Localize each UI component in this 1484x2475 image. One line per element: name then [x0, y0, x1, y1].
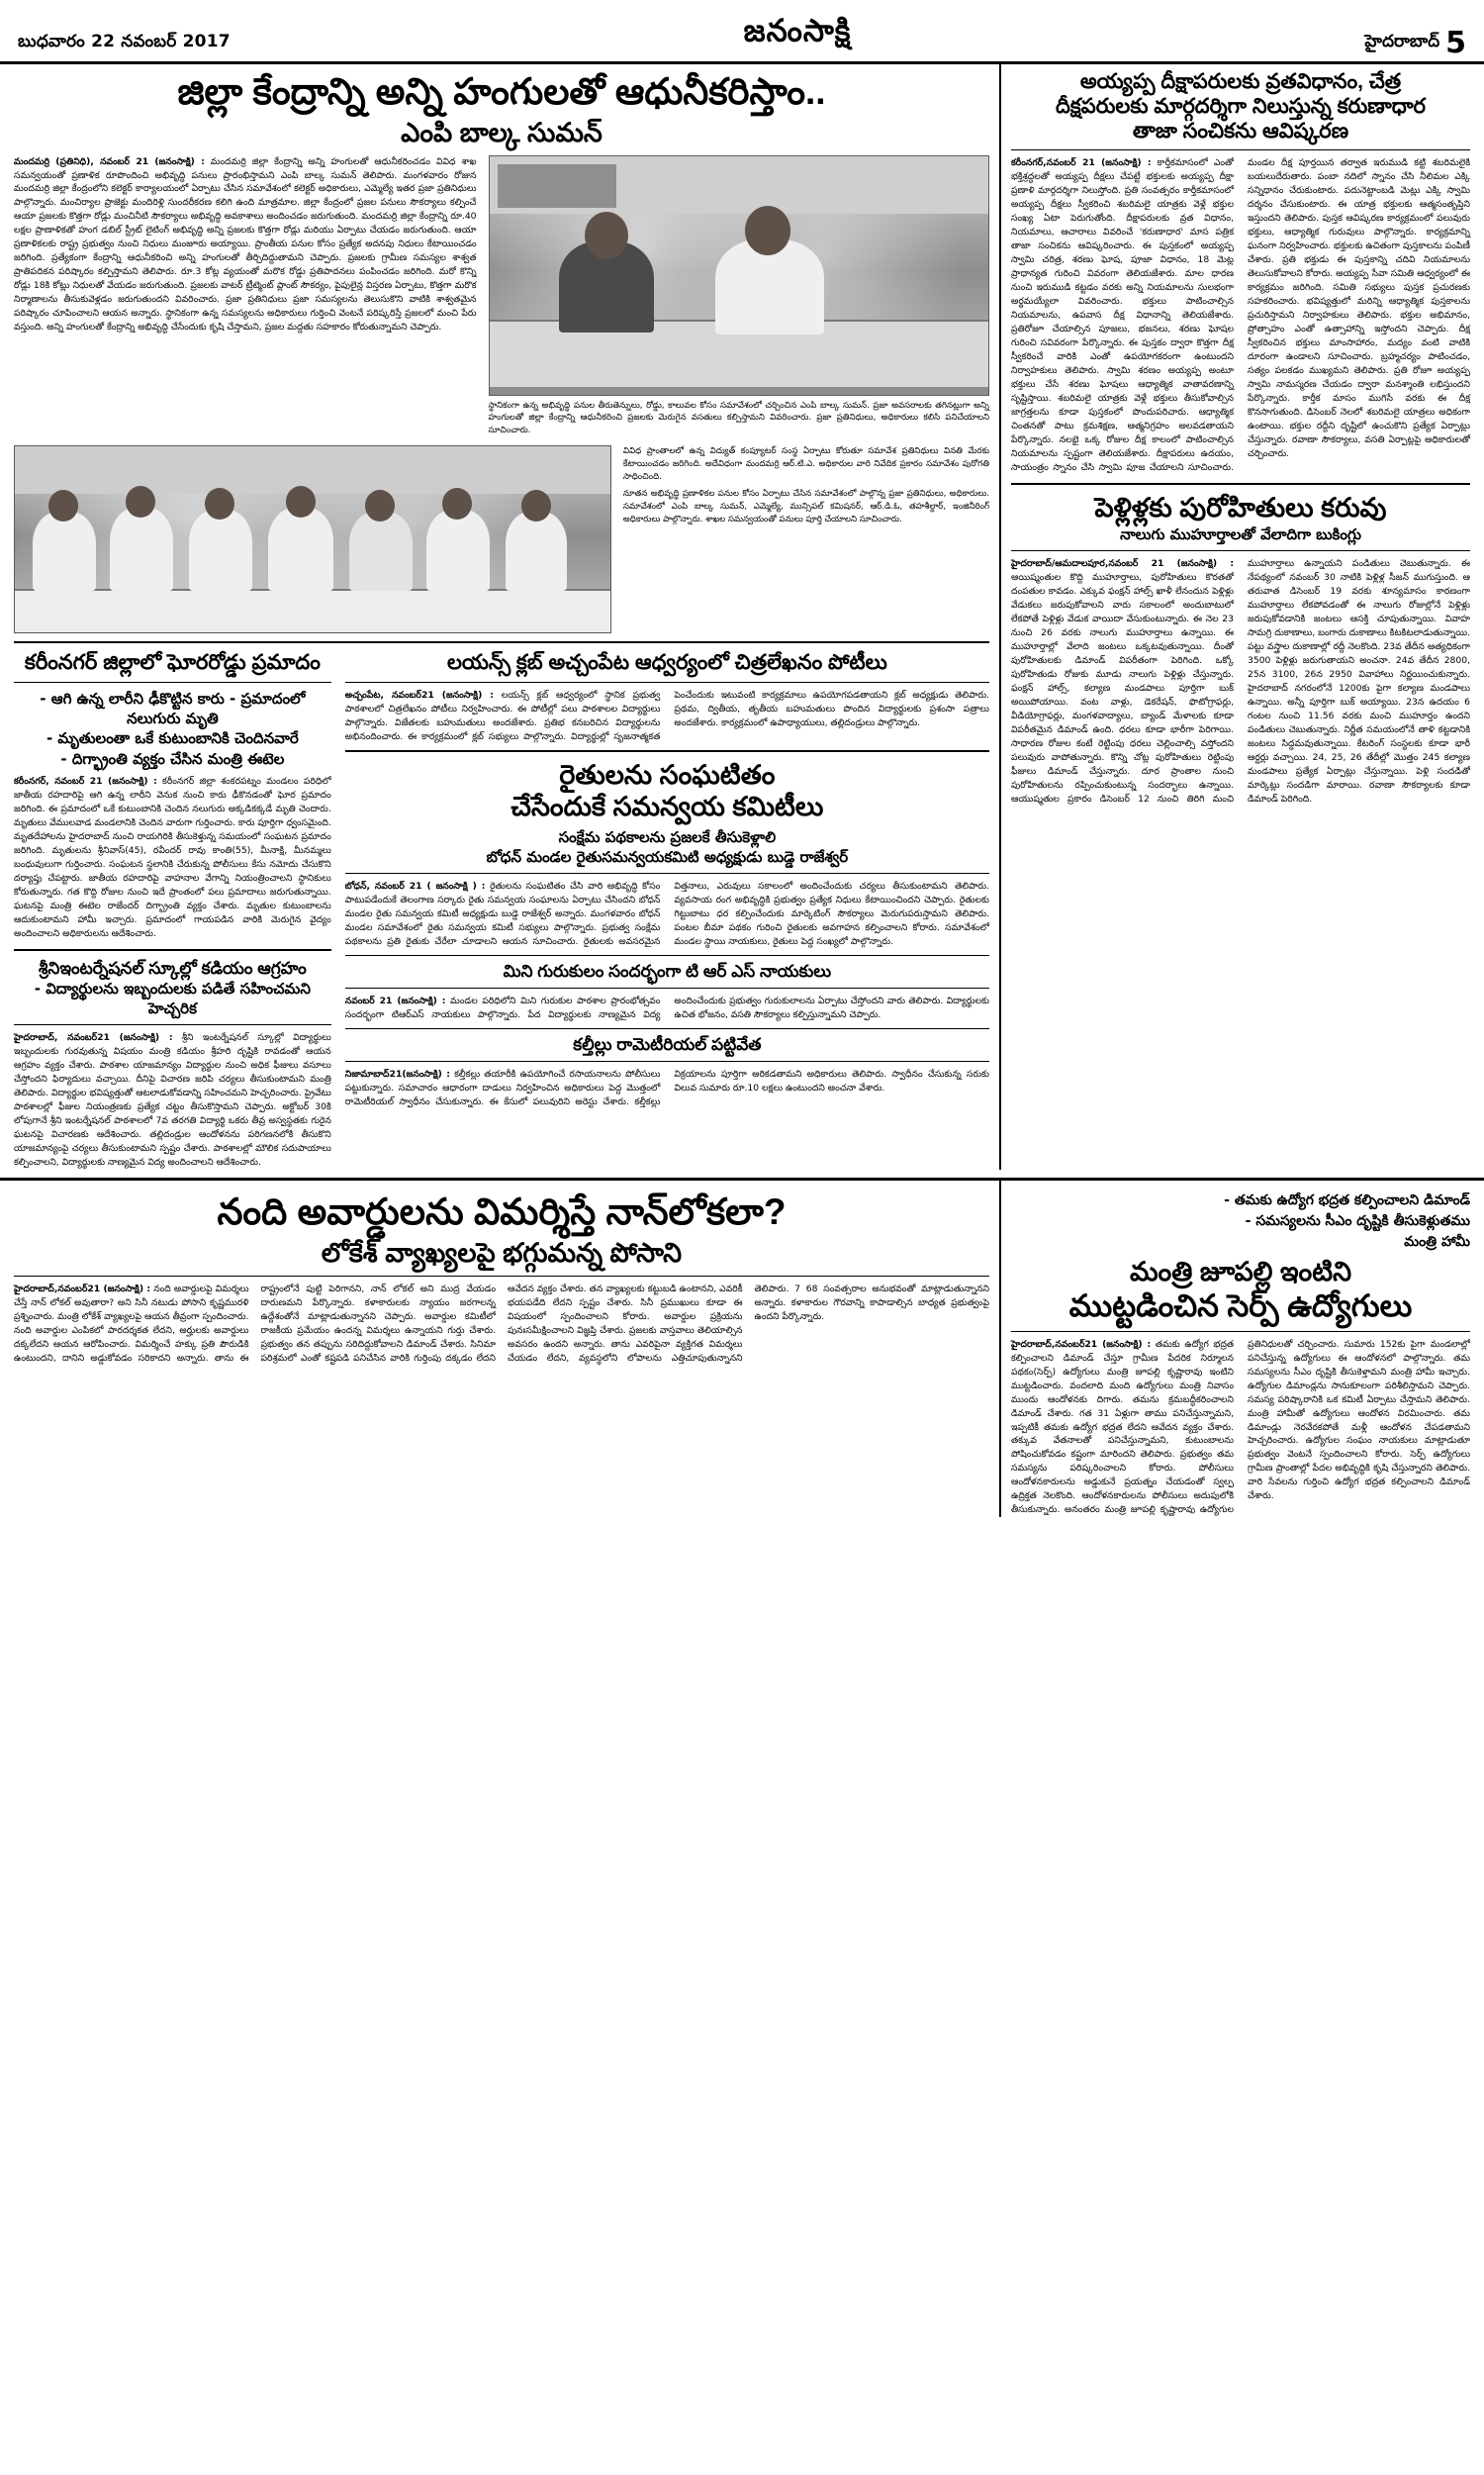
serp-flag-1: - తమకు ఉద్యోగ భద్రత కల్పించాలని డిమాండ్	[1224, 1192, 1470, 1209]
lions-dateline: అచ్చంపేట, నవంబర్21 (జనంసాక్షి) :	[344, 689, 494, 701]
serp-headline-2: ముట్టడించిన సెర్ప్ ఉద్యోగులు	[1068, 1288, 1413, 1324]
nandi-headline: నంది అవార్డులను విమర్శిస్తే నాన్‌లోకలా?	[217, 1191, 787, 1233]
ayyappa-dateline: కరీంనగర్,నవంబర్ 21 (జనంసాక్షి) :	[1011, 157, 1152, 169]
farmers-dateline: బోధన్, నవంబర్ 21 ( జనంసాక్షి ) :	[344, 881, 486, 893]
kali-body	[345, 1068, 989, 1109]
kali-body-text: కల్తీకల్లు తయారీకి ఉపయోగించే రసాయనాలను పోలీసులు పట్టుకున్నారు. సమాచారం ఆధారంగా దాడులు నిర్వహించిన అధికారులు పెద్ద మొత్తంలో రామెటీరియల్ స్వాధీనం చేసుకున్నారు. ఈ కేసులో పలువురిని అరెస్టు చేశారు. కల్తీకల్లు విక్రయాలను పూర్తిగా అరికడతామని అధికారులు తెలిపారు. స్వాధీనం చేసుకున్న సరుకు విలువ సుమారు రూ.10 లక్షలు ఉంటుందని అంచనా వేశారు.	[344, 1069, 989, 1108]
lead-body-text: మందమర్రి జిల్లా కేంద్రాన్ని అన్ని హంగులతో ఆధునీకరించడం వివిధ శాఖ సమన్వయంతో ప్రణాళిక రూపొందించి అభివృద్ధి పనులు ప్రారంభిస్తామని ఎంపి బాల్క సుమన్ తెలిపారు. మంగళవారం రోజున మందమర్రి జిల్లా కేంద్రంలోని కలెక్టర్ కార్యాలయంలో ఏర్పాటు చేసిన సమావేశంలో కలెక్టర్ అధికారులు, ఎమ్మెల్యే ఇతర ప్రజా ప్రతినిధులు పాల్గొన్నారు. మంచిర్యాల ప్రాజెక్టు మందిరిళ్లి సుందరీకరణ కలిగి ఉంది మాత్రమాల. జిల్లా కేంద్రంలో ప్రజల పనులు సౌకర్యాలు కల్పించే ఆయా ప్రజలకు కొత్తగా రోడ్లు మంచినీటి సౌకర్యాలు అభివృద్ధి అవకాశాలు అందించడం జరుగుతుంది. మందమర్రి జిల్లా కేంద్రాన్ని రూ.40 లక్షల ప్రాణాళికతో హంగ డబిల్ స్ట్రీట్ లైటింగ్ అభివృద్ధి అన్ని ప్రజలకు కొత్తగా రోడ్లు మరియు ఏర్పాటు చేయడం జరుగుతుంది. ఆయా ప్రణాళికలకు రాష్ట్ర ప్రభుత్వం నుంచి నిధులు మంజూరు అయ్యాయి. ప్రాంతీయ పనుల కోసం ప్రత్యేక అదనపు నిధులు కేటాయించడం జరిగింది. ప్రత్యేకంగా కేంద్రాన్ని ఆధునీకరించి అన్ని హంగులతో తీర్చిదిద్దుతామని చెప్పారు. ప్రజలకు గ్రామీణ సమస్యల శాశ్వత ప్రాతిపదికన పరిష్కారం కల్పిస్తామని తెలిపారు. రూ.3 కోట్ల వ్యయంతో మరొక రోడ్డు ప్రతిపాదనలు పంపించడం జరిగింది. మరో కొన్ని రోడ్లు 18కి కోట్లు నిధులతో వేయడం జరుగుతుంది. ప్రజలకు వాటర్ ట్రీట్మెంట్ ప్లాంట్ సౌకర్యం, పైపులైన్ల విస్తరణ ఏర్పాటు, కొత్తగా మరొక నిర్మాణాలను తీసుకువెళ్లడం జరుగుతుందని వివరించారు. ప్రజా ప్రతినిధులు ప్రజా సమస్యలను తెలుసుకొని వాటికి శాశ్వతమైన పరిష్కారం చూపించాలని ఆయన అన్నారు. స్థానికంగా ఉన్న సమస్యలను అధికారులు గుర్తించి వెంటనే పరిష్కరిస్తే ప్రజలలో మంచి పేరు వస్తుంది. అన్ని హంగులతో కేంద్రాన్ని అభివృద్ధి చేసేందుకు కృషి చేస్తామని, ప్రజల మద్దతు సహకారం కోరుతున్నామని చెప్పారు.	[14, 155, 477, 333]
serp-dateline: హైదరాబాద్,నవంబర్21 (జనంసాక్షి) :	[1011, 1338, 1152, 1350]
farmers-body	[345, 880, 989, 949]
lead-dateline: మందమర్రి (ప్రతినిధి), నవంబర్ 21 (జనంసాక్షి) :	[14, 155, 205, 167]
kali-dateline: నిజామాబాద్21(జనంసాక్షి) :	[344, 1069, 450, 1081]
sreeni-sub: - విద్యార్థులను ఇబ్బందులకు పడితే సహించమని హెచ్చరిక	[34, 979, 311, 1018]
karim-dateline: కరీంనగర్, నవంబర్ 21 (జనంసాక్షి) :	[14, 775, 157, 787]
masthead	[0, 0, 1484, 64]
lead-headline: జిల్లా కేంద్రాన్ని అన్ని హంగులతో ఆధునీకరిస్తాం..	[177, 71, 826, 112]
lead-photo-caption-3: నూతన అభివృద్ధి ప్రణాళికల పనుల కోసం ఏర్పాటు చేసిన సమావేశంలో పాల్గొన్న ప్రజా ప్రతినిధులు, అధికారులు. సమావేశంలో ఎంపి బాల్క సుమన్, ఎమ్మెల్యే, మున్సిపల్ కమిషనర్, ఆర్.డి.ఓ, తహశీల్దార్, ఇంజినీరింగ్ అధికారులు పాల్గొన్నారు. శాఖల సమన్వయంతో పనులు పూర్తి చేయాలని సూచించారు.	[622, 488, 989, 524]
ayyappa-body-text: కార్తీకమాసంలో ఎంతో భక్తిశ్రద్ధలతో అయ్యప్ప దీక్షలు చేపట్టే భక్తులకు అయ్యప్ప దీక్షా ప్రణాళి మార్గదర్శిగా నిలుస్తోంది. ప్రతి సంవత్సరం కార్తీకమాసంలో అయ్యప్ప దీక్షలు స్వీకరించి శబరిమలై యాత్రకు వెళ్లే భక్తుల సంఖ్య ఏటా పెరుగుతోంది. దీక్షాపరులకు వ్రత విధానం, నియమాలు, ఆచారాలు వివరించే 'కరుణాధార' మాస పత్రిక తాజా సంచికను ఆవిష్కరించారు. ఈ పుస్తకంలో అయ్యప్ప స్వామి చరిత్ర, శరణు ఘోష, పూజా విధానం, 18 మెట్ల ప్రాధాన్యత గురించి వివరంగా తెలియజేశారు. మాల ధారణ నుంచి ఇరుముడి కట్టడం వరకు అన్ని నియమాలను సులభంగా అర్థమయ్యేలా వివరించారు. భక్తులు పాటించాల్సిన నియమాలను, ఉపవాస దీక్ష విధానాన్ని తెలియజేశారు. ప్రతిరోజూ చేయాల్సిన పూజలు, భజనలు, శరణు ఘోషల గురించి సవివరంగా పేర్కొన్నారు. ఈ పుస్తకం ద్వారా కొత్తగా దీక్ష స్వీకరించే వారికి ఎంతో ఉపయోగకరంగా ఉంటుందని నిర్వాహకులు తెలిపారు. స్వామి శరణం అయ్యప్ప అంటూ భక్తులు చేసే శరణు ఘోషలు ఆధ్యాత్మిక వాతావరణాన్ని సృష్టిస్తాయి. శబరిమలై యాత్రకు వెళ్లే భక్తులు తీసుకోవాల్సిన జాగ్రత్తలను కూడా పుస్తకంలో పొందుపరిచారు. ఆధ్యాత్మిక చింతనతో పాటు క్రమశిక్షణ, ఆత్మనిగ్రహం అలవడతాయని పేర్కొన్నారు. నలభై ఒక్క రోజుల దీక్ష కాలంలో పాటించాల్సిన నియమాలను స్పష్టంగా తెలియజేశారు. దీక్షాపరులు ఉదయం, సాయంత్రం స్నానం చేసి స్వామి పూజ చేయాలని సూచించారు. మండల దీక్ష పూర్తయిన తర్వాత ఇరుముడి కట్టి శబరిమలైకి బయలుదేరుతారు. పంబా నదిలో స్నానం చేసి నీలిమల ఎక్కి సన్నిధానం చేరుకుంటారు. పదునెట్టాంబడి మెట్లు ఎక్కి స్వామి దర్శనం చేసుకుంటారు. ఈ యాత్ర భక్తులకు ఆత్మసంతృప్తిని ఇస్తుందని తెలిపారు. పుస్తక ఆవిష్కరణ కార్యక్రమంలో పలువురు భక్తులు, ఆధ్యాత్మిక గురువులు పాల్గొన్నారు. కార్యక్రమాన్ని ఘనంగా నిర్వహించారు. భక్తులకు ఉచితంగా పుస్తకాలను పంపిణీ చేశారు. ప్రతి భక్తుడు ఈ పుస్తకాన్ని చదివి నియమాలను తెలుసుకోవాలని కోరారు. అయ్యప్ప సేవా సమితి ఆధ్వర్యంలో ఈ కార్యక్రమం జరిగింది. సమితి సభ్యులు పుస్తక ప్రచురణకు సహకరించారు. భవిష్యత్తులో మరిన్ని ఆధ్యాత్మిక పుస్తకాలను ప్రచురిస్తామని నిర్వాహకులు తెలిపారు. భక్తుల అభిమానం, ప్రోత్సాహం ఎంతో ఉత్సాహాన్ని ఇస్తోందని చెప్పారు. దీక్ష స్వీకరించిన భక్తులు మాంసాహారం, మద్యం వంటి వాటికి దూరంగా ఉండాలని సూచించారు. బ్రహ్మచర్యం పాటించడం, సత్యం పలకడం ముఖ్యమని తెలిపారు. ప్రతి రోజూ అయ్యప్ప స్వామి నామస్మరణ చేయడం ద్వారా మనశ్శాంతి లభిస్తుందని పేర్కొన్నారు. కార్తీక మాసం ముగిసే వరకు ఈ దీక్ష కొనసాగుతుంది. డిసెంబర్ నెలలో శబరిమలై యాత్రలు అధికంగా ఉంటాయి. భక్తుల రద్దీని దృష్టిలో ఉంచుకొని ప్రత్యేక ఏర్పాట్లు చేస్తున్నారు. రవాణా సౌకర్యాలు, వసతి ఏర్పాట్లపై అధికారులతో చర్చించారు.	[1011, 157, 1470, 473]
ayyappa-headline-2: దీక్షపరులకు మార్గదర్శిగా నిలుస్తున్న కరుణాధార	[1055, 94, 1427, 118]
page-body	[0, 64, 1484, 1170]
lions-body	[345, 689, 989, 744]
weddings-dateline: హైదరాబాద్/ఆమదాలపూర,నవంబర్ 21 (జనంసాక్షి) :	[1011, 558, 1234, 570]
lead-photo-caption-2: వివిధ ప్రాంతాలలో ఉన్న విద్యుత్ కంప్యూటర్ సంస్థ ఏర్పాటు కోరుతూ సమావేశ ప్రతినిధులు వినతి మేరకు కేటాయించడం జరిగింది. అదేవిధంగా మందమర్రి ఆర్.టి.ఎ. అధికారుల వారి నివేదిక ప్రకారం సమావేశం పురోగతి సాధించింది.	[622, 446, 989, 482]
mini-dateline: నవంబర్ 21 (జనంసాక్షి) :	[344, 996, 446, 1007]
farmers-headline-line1: రైతులను సంఘటితం	[559, 759, 776, 790]
lead-photo-caption: స్థానికంగా ఉన్న అభివృద్ధి పనుల తీరుతెన్నులు, రోడ్డు, కాలువల కోసం సమావేశంలో చర్చించిన ఎంపి బాల్క సుమన్. ప్రజా అవసరాలకు తగినట్లుగా అన్ని హంగులతో జిల్లా కేంద్రాన్ని ఆధునీకరించి ప్రజలకు మెరుగైన వసతులు కల్పిస్తామని వివరించారు. ప్రజా ప్రతినిధులు, అధికారులు కలిసి పనిచేయాలని సూచించారు.	[488, 400, 989, 436]
nandi-sub: లోకేశ్ వ్యాఖ్యలపై భగ్గుమన్న పోసాని	[321, 1237, 683, 1268]
weddings-body-text: ఆయిష్మంతుల కొద్ది ముహూర్తాలు, పురోహితులు కొరతతో దంపతుల కావడం. ఎక్కువ ఫంక్షన్ హాల్స్ ఖాళీ లేనందున పెళ్లిళ్లు వేడుకలు జరుపుకోవాలని వారు సకాలంలో అందుబాటులో లేకపోతే పెళ్లిళ్లు వేడుక వాయిదా వేసుకుంటున్నారు. ఈ నెల 23 నుంచి 26 వరకు నాలుగు ముహూర్తాలు ఉన్నాయి. ఈ ముహూర్తాల్లో వేలాది జంటలు ఒక్కటవుతున్నాయి. దీంతో పురోహితులకు డిమాండ్ విపరీతంగా పెరిగింది. ఒక్కో పురోహితుడు రోజుకు మూడు నాలుగు పెళ్లిళ్లు చేస్తున్నారు. ఫంక్షన్ హాల్స్, కల్యాణ మండపాలు పూర్తిగా బుక్ అయిపోయాయి. వంట వాళ్లు, డెకరేషన్, ఫొటోగ్రాఫర్లు, వీడియోగ్రాఫర్లు, మంగళవాద్యాలు, బ్యాండ్ మేళాలకు కూడా విపరీతమైన డిమాండ్ ఉంది. ధరలు కూడా భారీగా పెరిగాయి. సాధారణ రోజుల కంటే రెట్టింపు ధరలు చెల్లించాల్సి వస్తోందని పలువురు వాపోతున్నారు. కొన్ని చోట్ల పురోహితులు రెట్టింపు ఫీజులు డిమాండ్ చేస్తున్నారు. దూర ప్రాంతాల నుంచి పురోహితులను రప్పించుకుంటున్న సందర్భాలు ఉన్నాయి. ఆయుష్మతుల ప్రకారం డిసెంబర్ 12 నుంచి తిరిగి మంచి ముహూర్తాలు ఉన్నాయని పండితులు చెబుతున్నారు. ఈ నేపథ్యంలో నవంబర్ 30 నాటికి పెళ్లిళ్ల సీజన్ ముగుస్తుంది. ఆ తరువాత డిసెంబర్ 19 వరకు శూన్యమాసం కారణంగా ముహూర్తాలు లేకపోవడంతో ఈ నాలుగు రోజుల్లోనే పెళ్లిళ్లు జరుపుకోవడానికి జంటలు ఆసక్తి చూపుతున్నాయి. వివాహ సామగ్రి దుకాణాలు, బంగారు దుకాణాలు కిటకిటలాడుతున్నాయి. పట్టు వస్త్రాల దుకాణాల్లో రద్దీ నెలకొంది. 23వ తేదీన అత్యధికంగా 3500 పెళ్లిళ్లు జరుగుతాయని అంచనా. 24వ తేదీన 2800, 25న 3100, 26న 2950 వివాహాలు నిర్ణయించుకున్నారు. హైదరాబాద్ నగరంలోనే 1200కు పైగా కల్యాణ మండపాలు ఉన్నాయి. అన్నీ పూర్తిగా బుక్ అయ్యాయి. 23న ఉదయం 6 గంటల నుంచి 11.56 వరకు మంచి ముహూర్తం ఉందని పండితులు చెబుతున్నారు. నిర్ణీత సమయంలోనే తాళి కట్టడానికి జంటలు సిద్ధమవుతున్నాయి. కేటరింగ్ సంస్థలకు కూడా భారీ ఆర్డర్లు వచ్చాయి. 24, 25, 26 తేదీల్లో మొత్తం 245 కల్యాణ మండపాలు ప్రత్యేక ఏర్పాట్లు చేస్తున్నాయి. పెళ్లి సందడితో మార్కెట్లు సందడిగా మారాయి. రవాణా సౌకర్యాలకు కూడా డిమాండ్ పెరిగింది.	[1011, 558, 1470, 805]
bottom-section	[0, 1178, 1484, 1517]
nandi-dateline: హైదరాబాద్,నవంబర్21 (జనంసాక్షి) :	[14, 1283, 151, 1294]
sreeni-dateline: హైదరాబాద్, నవంబర్21 (జనంసాక్షి) :	[14, 1032, 173, 1044]
serp-flag-3: మంత్రి హామీ	[1404, 1234, 1470, 1251]
serp-flag-2: - సమస్యలను సీఎం దృష్టికి తీసుకెళ్లుతము	[1245, 1213, 1470, 1230]
mini-headline: మిని గురుకులం సందర్భంగా టి ఆర్ ఎస్ నాయకులు	[503, 962, 832, 982]
ayyappa-headline-3: తాజా సంచికను ఆవిష్కరణ	[1132, 119, 1349, 143]
karim-headline: కరీంనగర్ జిల్లాలో ఘోరరోడ్డు ప్రమాదం	[24, 651, 321, 675]
masthead-edition-block	[1364, 25, 1466, 60]
masthead-date: బుధవారం 22 నవంబర్ 2017	[18, 32, 231, 51]
karim-bullet-1: - ఆగి ఉన్న లారీని ఢీకొట్టిన కారు - ప్రమాదంలో నలుగురు మృతి	[40, 689, 306, 728]
mini-body-text: మండల పరిధిలోని మిని గురుకుల పాఠశాల ప్రారంభోత్సవం సందర్భంగా టిఆర్ఎస్ నాయకులు పాల్గొన్నారు. పేద విద్యార్థులకు నాణ్యమైన విద్య అందించేందుకు ప్రభుత్వం గురుకులాలను ఏర్పాటు చేస్తోందని వారు తెలిపారు. విద్యార్థులకు ఉచిత భోజనం, వసతి సౌకర్యాలు కల్పిస్తున్నామని చెప్పారు.	[344, 996, 989, 1021]
mini-body	[345, 995, 989, 1022]
lead-photo-audience	[14, 445, 611, 633]
weddings-body	[1011, 557, 1470, 807]
sreeni-body	[14, 1031, 331, 1170]
karim-bullet-3: - దిగ్భ్రాంతి వ్యక్తం చేసిన మంత్రి ఈటెల	[60, 749, 285, 768]
weddings-headline-2: నాలుగు ముహూర్తాలతో వేలాదిగా బుకింగ్లు	[1120, 524, 1361, 543]
sreeni-body-text: శ్రీని ఇంటర్నేషనల్ స్కూల్లో విద్యార్థులు ఇబ్బందులకు గురవుతున్న విషయం మంత్రి కడియం శ్రీహరి దృష్టికి రావడంతో ఆయన ఆగ్రహం వ్యక్తం చేశారు. పాఠశాల యాజమాన్యం విద్యార్థుల నుంచి అధిక ఫీజులు వసూలు చేస్తోందని ఫిర్యాదులు వచ్చాయి. దీనిపై విచారణ జరిపి చర్యలు తీసుకుంటామని మంత్రి తెలిపారు. విద్యార్థుల భవిష్యత్తుతో ఆటలాడుకోవడాన్ని సహించమని హెచ్చరించారు. ప్రైవేటు పాఠశాలల్లో ఫీజుల నియంత్రణకు ప్రత్యేక చట్టం తీసుకొస్తామని చెప్పారు. అక్టోబర్ 30కి లోపుగానే శ్రీని ఇంటర్నేషనల్ పాఠశాలలో 7వ తరగతి విద్యార్థి ఒకరు తీవ్ర అస్వస్థతకు గురైన ఘటనపై విచారణకు ఆదేశించారు. తల్లిదండ్రుల ఆందోళనను పరిగణనలోకి తీసుకొని యాజమాన్యంపై చర్యలు తీసుకుంటామని స్పష్టం చేశారు. పాఠశాలల్లో మౌలిక సదుపాయాలు కల్పించాలని, విద్యార్థులకు నాణ్యమైన విద్య అందించాలని ఆదేశించారు.	[14, 1032, 331, 1169]
bottom-left-story	[0, 1181, 999, 1517]
lions-headline: లయన్స్ క్లబ్ అచ్చంపేట ఆధ్వర్యంలో చిత్రలేఖనం పోటీలు	[446, 651, 887, 675]
farmers-sub-1: సంక్షేమ పథకాలను ప్రజలకే తీసుకెళ్లాలి	[558, 827, 777, 846]
farmers-body-text: రైతులను సంఘటితం చేసి వారి అభివృద్ధి కోసం పాటుపడేందుకే తెలంగాణ సర్కారు రైతు సమన్వయ సంఘాలను ఏర్పాటు చేసిందని బోధన్ మండల రైతు సమన్వయ కమిటీ అధ్యక్షుడు బుడ్డె రాజేశ్వర్ అన్నారు. మంగళవారం బోధన్ మండల సమావేశంలో రైతు సమన్వయ కమిటీ సభ్యులు పాల్గొన్నారు. ప్రభుత్వ సంక్షేమ పథకాలను ప్రతి రైతుకు చేరేలా చూడాలని ఆయన సూచించారు. రైతులకు అవసరమైన విత్తనాలు, ఎరువులు సకాలంలో అందించేందుకు చర్యలు తీసుకుంటామని తెలిపారు. వ్యవసాయ రంగ అభివృద్ధికి ప్రభుత్వం ప్రత్యేక నిధులు కేటాయించిందని చెప్పారు. రైతులకు గిట్టుబాటు ధర కల్పించేందుకు మార్కెటింగ్ సౌకర్యాలు మెరుగుపరుస్తామని తెలిపారు. పంటల బీమా పథకం గురించి రైతులకు అవగాహన కల్పించాలని కోరారు. సమావేశంలో మండల స్థాయి నాయకులు, రైతులు పెద్ద సంఖ్యలో పాల్గొన్నారు.	[344, 881, 989, 948]
lead-body-left	[14, 155, 477, 335]
right-section	[999, 64, 1484, 1170]
serp-body-text: తమకు ఉద్యోగ భద్రత కల్పించాలని డిమాండ్ చేస్తూ గ్రామీణ పేదరిక నిర్మూలన పథకం(సెర్ప్) ఉద్యోగులు మంత్రి జూపల్లి కృష్ణారావు ఇంటిని ముట్టడించారు. వందలాది మంది ఉద్యోగులు మంత్రి నివాసం ముందు ఆందోళనకు దిగారు. తమను క్రమబద్ధీకరించాలని డిమాండ్ చేశారు. గత 31 ఏళ్లుగా తాము పనిచేస్తున్నామని, ఇప్పటికీ తమకు ఉద్యోగ భద్రత లేదని ఆవేదన వ్యక్తం చేశారు. తక్కువ వేతనాలతో పనిచేస్తున్నామని, కుటుంబాలను పోషించుకోవడం కష్టంగా మారిందని తెలిపారు. ప్రభుత్వం తమ సమస్యను పరిష్కరించాలని కోరారు. పోలీసులు ఆందోళనకారులను అడ్డుకునే ప్రయత్నం చేయడంతో స్వల్ప ఉద్రిక్తత నెలకొంది. ఆందోళనకారులను పోలీసులు అదుపులోకి తీసుకున్నారు. అనంతరం మంత్రి జూపల్లి కృష్ణారావు ఉద్యోగుల ప్రతినిధులతో చర్చించారు. సుమారు 152కు పైగా మండలాల్లో పనిచేస్తున్న ఉద్యోగులు ఈ ఆందోళనలో పాల్గొన్నారు. తమ సమస్యలను సీఎం దృష్టికి తీసుకెళ్తామని మంత్రి హామీ ఇచ్చారు. ఉద్యోగుల డిమాండ్లను సానుకూలంగా పరిశీలిస్తామని చెప్పారు. సమస్య పరిష్కారానికి ఒక కమిటీ ఏర్పాటు చేస్తామని తెలిపారు. మంత్రి హామీతో ఉద్యోగులు ఆందోళన విరమించారు. తమ డిమాండ్లు నెరవేరకపోతే మళ్లీ ఆందోళన చేపడతామని హెచ్చరించారు. ఉద్యోగుల సంఘం నాయకులు మాట్లాడుతూ ప్రభుత్వం వెంటనే స్పందించాలని కోరారు. సెర్ప్ ఉద్యోగులు గ్రామీణ ప్రాంతాల్లో పేదల అభివృద్ధికి కృషి చేస్తున్నారని తెలిపారు. వారి సేవలను గుర్తించి ఉద్యోగ భద్రత కల్పించాలని డిమాండ్ చేశారు.	[1011, 1338, 1470, 1516]
farmers-sub-2: బోధన్ మండల రైతుసమన్వయకమిటి అధ్యక్షుడు బుడ్డె రాజేశ్వర్	[486, 847, 849, 866]
masthead-page-number: 5	[1445, 25, 1466, 60]
lions-body-text: లయన్స్ క్లబ్ ఆధ్వర్యంలో స్థానిక ప్రభుత్వ పాఠశాలలో చిత్రలేఖనం పోటీలు నిర్వహించారు. ఈ పోటీల్లో పలు పాఠశాలల విద్యార్థులు పాల్గొన్నారు. విజేతలకు బహుమతులు అందజేశారు. ప్రతిభ కనబరిచిన విద్యార్థులను అభినందించారు. ఈ కార్యక్రమంలో క్లబ్ సభ్యులు పాల్గొన్నారు. విద్యార్థుల్లో సృజనాత్మకత పెంచేందుకు ఇటువంటి కార్యక్రమాలు ఉపయోగపడతాయని క్లబ్ అధ్యక్షుడు తెలిపారు. ప్రథమ, ద్వితీయ, తృతీయ బహుమతులు పొందిన విద్యార్థులకు ప్రశంసా పత్రాలు అందజేశారు. కార్యక్రమంలో ఉపాధ్యాయులు, తల్లిదండ్రులు పాల్గొన్నారు.	[344, 689, 989, 742]
kali-headline: కల్తీల్లు రామెటీరియల్ పట్టివేత	[573, 1035, 762, 1055]
serp-headline-1: మంత్రి జూపల్లి ఇంటిని	[1129, 1257, 1352, 1287]
serp-body	[1011, 1338, 1470, 1518]
karim-bullet-2: - మృతులంతా ఒకే కుటుంబానికి చెందినవారే	[46, 729, 299, 748]
nandi-body	[14, 1283, 989, 1366]
weddings-headline-1: పెళ్లిళ్లకు పురోహితులు కరువు	[1094, 492, 1387, 523]
masthead-logo-text: జనంసాక్షి	[743, 12, 852, 49]
nandi-body-text: నంది అవార్డులపై విమర్శలు చేస్తే నాన్ లోకల్ అవుతారా? అని సినీ నటుడు పోసాని కృష్ణమురళి ప్రశ్నించారు. మంత్రి లోకేశ్ వ్యాఖ్యలపై ఆయన తీవ్రంగా స్పందించారు. నంది అవార్డుల ఎంపికలో పారదర్శకత లేదని, అర్హులకు అవార్డులు దక్కలేదని ఆయన ఆరోపించారు. విమర్శించే హక్కు ప్రతి పౌరుడికి ఉంటుందని, దానిని అడ్డుకోవడం సరికాదని అన్నారు. తాను ఈ రాష్ట్రంలోనే పుట్టి పెరిగానని, నాన్ లోకల్ అని ముద్ర వేయడం దారుణమని పేర్కొన్నారు. కళాకారులకు న్యాయం జరగాలన్న ఉద్దేశంతోనే మాట్లాడుతున్నానని చెప్పారు. అవార్డుల కమిటీలో రాజకీయ ప్రమేయం ఉందన్న విమర్శలు ఉన్నాయని గుర్తు చేశారు. ప్రభుత్వం తన తప్పును సరిదిద్దుకోవాలని డిమాండ్ చేశారు. సినిమా పరిశ్రమలో ఎంతో కష్టపడి పనిచేసిన వారికి గుర్తింపు దక్కడం లేదని ఆవేదన వ్యక్తం చేశారు. తన వ్యాఖ్యలకు కట్టుబడి ఉంటానని, ఎవరికీ భయపడేది లేదని స్పష్టం చేశారు. సినీ ప్రముఖులు కూడా ఈ విషయంలో స్పందించాలని కోరారు. అవార్డుల ప్రక్రియను పునఃసమీక్షించాలని విజ్ఞప్తి చేశారు. ప్రజలకు వాస్తవాలు తెలియాల్సిన అవసరం ఉందని అన్నారు. తాను ఎవరిపైనా వ్యక్తిగత విమర్శలు చేయడం లేదని, వ్యవస్థలోని లోపాలను ఎత్తిచూపుతున్నానని తెలిపారు. 7 68 సంవత్సరాల అనుభవంతో మాట్లాడుతున్నానని అన్నారు. కళాకారుల గౌరవాన్ని కాపాడాల్సిన బాధ్యత ప్రభుత్వంపై ఉందని పేర్కొన్నారు.	[14, 1283, 989, 1364]
sreeni-headline: శ్రీనిఇంటర్నేషనల్ స్కూల్లో కడియం ఆగ్రహం	[39, 958, 307, 978]
lead-photo-meeting	[489, 155, 989, 396]
ayyappa-headline-1: అయ్యప్ప దీక్షాపరులకు వ్రతవిధానం, చేత్ర	[1079, 70, 1402, 93]
ayyappa-body	[1011, 156, 1470, 475]
karim-body	[14, 775, 331, 941]
masthead-edition: హైదరాబాద్	[1364, 32, 1440, 51]
farmers-headline-line2: చేసేందుకే సమన్వయ కమిటీలు	[510, 791, 824, 821]
karim-body-text: కరీంనగర్ జిల్లా శంకరపట్నం మండలం పరిధిలో జాతీయ రహదారిపై ఆగి ఉన్న లారీని వెనుక నుంచి కారు ఢీకొనడంతో ఘోర ప్రమాదం జరిగింది. ఈ ప్రమాదంలో ఒకే కుటుంబానికి చెందిన నలుగురు అక్కడికక్కడే మృతి చెందారు. మృతులు వేములవాడ మండలానికి చెందిన వారుగా గుర్తించారు. కారు పూర్తిగా ధ్వంసమైంది. మృతదేహాలను హైదరాబాద్ నుంచి రాయగిరికి తీసుకెళ్తున్న సమయంలో సంఘటన ప్రమాదం జరిగింది. మృతులను శ్రీనివాస్(45), రవీందర్ రావు కాంతి(55), మీనాక్షి, మీనమ్మలు బంధువులుగా గుర్తించారు. సంఘటన స్థలానికి చేరుకున్న పోలీసులు కేసు నమోదు చేసుకొని దర్యాప్తు చేపట్టారు. జాతీయ రహదారిపై వాహనాల వేగాన్ని నియంత్రించాలని స్థానికులు కోరుతున్నారు. గత కొద్ది రోజుల నుంచి ఇదే ప్రాంతంలో పలు ప్రమాదాలు జరుగుతున్నాయి. ఘటనపై మంత్రి ఈటెల రాజేందర్ దిగ్భ్రాంతి వ్యక్తం చేశారు. మృతుల కుటుంబాలను ఆదుకుంటామని హామీ ఇచ్చారు. ప్రమాదంలో గాయపడిన వారికి మెరుగైన వైద్యం అందించాలని అధికారులను ఆదేశించారు.	[14, 775, 331, 939]
lead-byline: ఎంపి బాల్క సుమన్	[401, 117, 603, 147]
left-section	[0, 64, 999, 1170]
bottom-right-story	[999, 1181, 1484, 1517]
masthead-logo	[744, 14, 852, 55]
